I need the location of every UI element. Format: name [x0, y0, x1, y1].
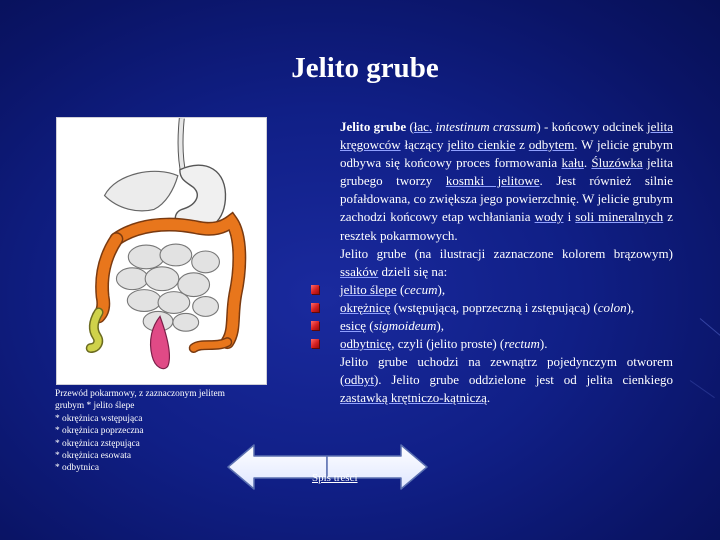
text: dzieli się na: — [378, 263, 448, 279]
link-okreznice[interactable]: okrężnicę — [340, 299, 391, 315]
text: ), — [626, 299, 635, 315]
link-wody[interactable]: wody — [534, 209, 564, 225]
latin-term: sigmoideum — [373, 318, 437, 334]
text: (wstępującą, poprzeczną i zstępującą) ( — [390, 299, 598, 315]
link-kosmki[interactable]: kosmki jelitowe — [445, 173, 540, 189]
text: . W jelicie grubym odbywa się końcowy proces formowania — [340, 137, 673, 171]
text: ), — [436, 318, 445, 334]
link-odbyt[interactable]: odbyt — [344, 372, 374, 388]
text: ( — [365, 318, 374, 334]
link-lac[interactable]: łac. — [413, 119, 433, 134]
caption-line: * okrężnica esowata — [55, 451, 132, 462]
text: ), — [437, 281, 446, 297]
list-item — [340, 317, 673, 335]
text: ( — [396, 281, 405, 297]
text: jelita grubego tworzy — [340, 155, 673, 189]
latin-term: intestinum crassum — [432, 119, 537, 134]
text: . Jest również silnie pofałdowana, co zwiększa jego powierzchnię. W jelicie grubym zachodzi końcowy etap wchłaniania — [340, 173, 673, 225]
link-sluzowka[interactable]: Śluzówka — [591, 155, 643, 171]
digestive-tract-illustration — [56, 117, 267, 385]
caption-line: * okrężnica poprzeczna — [55, 426, 144, 437]
text: z resztek pokarmowych. — [340, 209, 673, 243]
decor-streak — [690, 380, 715, 398]
latin-term: colon — [597, 299, 627, 315]
text: łączący — [400, 137, 448, 153]
text: . — [486, 390, 491, 406]
caption-line: * okrężnica zstępująca — [55, 438, 140, 449]
bullet-icon — [311, 321, 319, 330]
link-zastawka[interactable]: zastawką krętniczo-kątniczą — [340, 390, 487, 406]
list-item — [340, 299, 673, 317]
text: Jelito grube (na ilustracji zaznaczone kolorem brązowym) — [340, 245, 673, 261]
text: , czyli (jelito proste) ( — [391, 336, 505, 352]
caption-line: grubym * jelito ślepe — [55, 401, 135, 412]
link-ssakow[interactable]: ssaków — [340, 263, 379, 279]
text: Jelito grube uchodzi na zewnątrz pojedynczym otworem ( — [340, 354, 673, 388]
list-item — [340, 281, 673, 299]
text: ( — [406, 119, 414, 134]
list-item — [340, 335, 673, 353]
table-of-contents-link[interactable]: Spis treści — [312, 472, 358, 484]
latin-term: rectum — [504, 336, 540, 352]
decor-streak — [700, 318, 720, 338]
link-esice[interactable]: esicę — [340, 318, 366, 334]
link-odbytem[interactable]: odbytem — [528, 137, 575, 153]
bullet-icon — [311, 303, 319, 312]
division-paragraph — [340, 245, 673, 281]
term-bold: Jelito grube — [340, 119, 407, 134]
caption-line: Przewód pokarmowy, z zaznaczonym jelitem — [55, 389, 225, 399]
text: ) - końcowy odcinek — [536, 119, 648, 134]
link-kregowcow[interactable]: kręgowców — [340, 137, 401, 153]
latin-term: cecum — [404, 281, 438, 297]
link-jelito-slepe[interactable]: jelito ślepe — [340, 281, 397, 297]
caption-line: * odbytnica — [55, 463, 100, 474]
text: ). Jelito grube oddzielone jest od jelita cienkiego — [373, 372, 673, 388]
text: z — [515, 137, 529, 153]
article-body — [340, 118, 673, 408]
text: i — [563, 209, 576, 225]
text: ). — [539, 336, 548, 352]
bullet-icon — [311, 339, 319, 348]
page-title: Jelito grube — [291, 52, 439, 84]
link-jelita[interactable]: jelita — [647, 119, 674, 134]
link-soli[interactable]: soli mineralnych — [575, 209, 664, 225]
link-odbytnice[interactable]: odbytnicę — [340, 336, 392, 352]
link-kalu[interactable]: kału — [561, 155, 584, 171]
intro-paragraph — [340, 118, 673, 245]
bullet-icon — [311, 285, 319, 294]
closing-paragraph — [340, 353, 673, 407]
caption-line: * okrężnica wstępująca — [55, 413, 143, 424]
link-jelito-cienkie[interactable]: jelito cienkie — [447, 137, 516, 153]
text: . — [583, 155, 592, 171]
